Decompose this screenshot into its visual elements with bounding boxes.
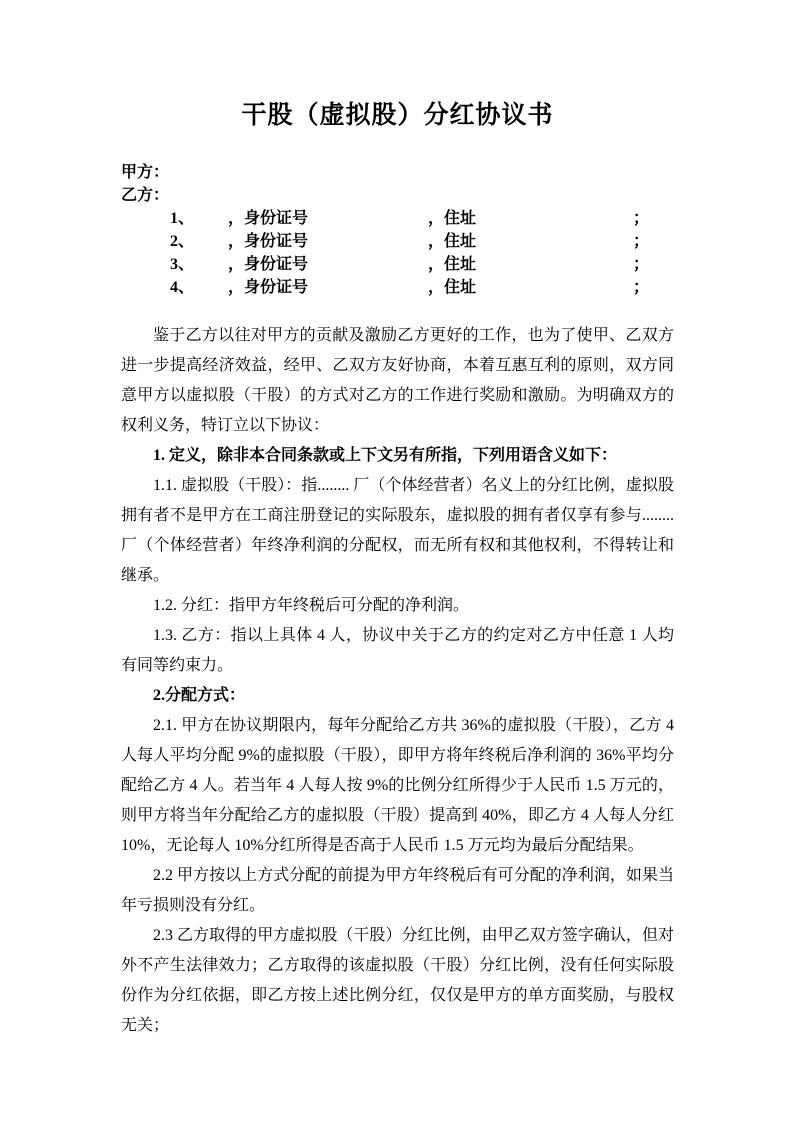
party-row-semicolon: ；	[633, 233, 650, 250]
document-body	[121, 321, 674, 1041]
party-a-label: 甲方：	[121, 164, 170, 181]
party-row-address-label: ，住址	[428, 210, 477, 227]
party-row-number: 4、	[170, 279, 195, 296]
party-row-4	[121, 276, 674, 299]
document-title: 干股（虚拟股）分红协议书	[241, 102, 554, 129]
party-row-address-label: ，住址	[428, 256, 477, 273]
paragraph-preamble: 鉴于乙方以往对甲方的贡献及激励乙方更好的工作，也为了使甲、乙双方进一步提高经济效益，经甲、乙双方友好协商，本着互惠互利的原则，双方同意甲方以虚拟股（干股）的方式对乙方的工作进行奖励和激励。为明确双方的权利义务，特订立以下协议：	[121, 327, 674, 434]
party-row-number: 1、	[170, 210, 195, 227]
party-row-semicolon: ；	[633, 256, 650, 273]
party-row-3	[121, 253, 674, 276]
clause-1-2-dividend-definition: 1.2. 分红：指甲方年终税后可分配的净利润。	[153, 597, 470, 614]
clause-1-3-party-b-definition: 1.3. 乙方：指以上具体 4 人，协议中关于乙方的约定对乙方中任意 1 人均有同等约束力。	[121, 627, 674, 674]
party-row-address-label: ，住址	[428, 279, 477, 296]
clause-2-3-signature-confirm: 2.3 乙方取得的甲方虚拟股（干股）分红比例，由甲乙双方签字确认，但对外不产生法律效力；乙方取得的该虚拟股（干股）分红比例，没有任何实际股份作为分红依据，即乙方按上述比例分红，仅仅是甲方的单方面奖励，与股权无关；	[121, 927, 674, 1034]
party-row-address-label: ，住址	[428, 233, 477, 250]
party-row-id-label: ，身份证号	[228, 256, 309, 273]
clause-2-1-distribution-ratio: 2.1. 甲方在协议期限内，每年分配给乙方共 36%的虚拟股（干股），乙方 4 人每人平均分配 9%的虚拟股（干股），即甲方将年终税后净利润的 36%平均分配给乙方 4 人。若当年 4 人每人按 9%的比例分红所得少于人民币 1.5 万元的，则甲方将当年分配给乙方的虚拟股（干股）提高到 40%，即乙方 4 人每人分红 10%，无论每人 10%分红所得是否高于人民币 1.5 万元均为最后分配结果。	[121, 717, 674, 854]
party-block	[121, 161, 674, 299]
clause-2-2-precondition: 2.2 甲方按以上方式分配的前提为甲方年终税后有可分配的净利润，如果当年亏损则没有分红。	[121, 867, 674, 914]
party-row-id-label: ，身份证号	[228, 233, 309, 250]
party-row-1	[121, 207, 674, 230]
clause-1-1-virtual-shares: 1.1. 虚拟股（干股）：指........ 厂（个体经营者）名义上的分红比例，虚拟股拥有者不是甲方在工商注册登记的实际股东，虚拟股的拥有者仅享有参与........ 厂（个体经营者）年终净利润的分配权，而无所有权和其他权利，不得转让和继承。	[121, 477, 674, 584]
party-row-id-label: ，身份证号	[228, 210, 309, 227]
party-row-number: 2、	[170, 233, 195, 250]
party-b-label: 乙方：	[121, 187, 170, 204]
party-row-id-label: ，身份证号	[228, 279, 309, 296]
party-row-semicolon: ；	[633, 279, 650, 296]
party-row-number: 3、	[170, 256, 195, 273]
party-row-semicolon: ；	[633, 210, 650, 227]
heading-section-1-definitions: 1. 定义，除非本合同条款或上下文另有所指，下列用语含义如下：	[153, 447, 618, 464]
party-row-2	[121, 230, 674, 253]
heading-section-2-distribution: 2.分配方式：	[153, 687, 246, 704]
